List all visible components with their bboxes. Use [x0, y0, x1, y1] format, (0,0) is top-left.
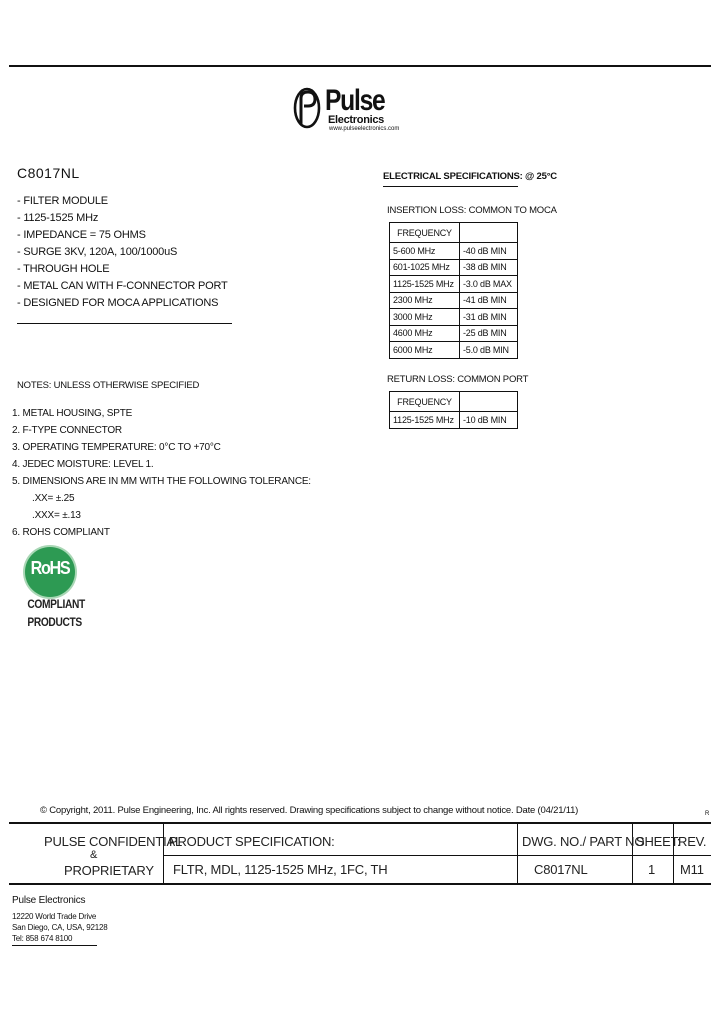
copyright-notice: © Copyright, 2011. Pulse Engineering, Inc. All rights reserved. Drawing specifications subject to change without notice. Date (04/21/11) [40, 805, 579, 816]
frequency-cell: 2300 MHz [390, 292, 460, 309]
title-block-bottom-rule [9, 883, 711, 885]
logo-wordmark: Pulse [325, 84, 385, 117]
feature-item: - THROUGH HOLE [17, 263, 110, 275]
table-row [390, 342, 518, 359]
table-row [390, 276, 518, 293]
note-item: 3. OPERATING TEMPERATURE: 0°C TO +70°C [12, 442, 221, 453]
table-row [390, 309, 518, 326]
product-spec-value: FLTR, MDL, 1125-1525 MHz, 1FC, TH [173, 862, 388, 877]
logo-url: www.pulseelectronics.com [329, 126, 400, 132]
return-loss-title: RETURN LOSS: COMMON PORT [387, 374, 529, 385]
frequency-cell: 5-600 MHz [390, 243, 460, 260]
title-block-divider [632, 822, 633, 884]
feature-item: - IMPEDANCE = 75 OHMS [17, 229, 146, 241]
company-address-line-1: 12220 World Trade Drive [12, 912, 97, 921]
electrical-spec-underline [383, 186, 518, 187]
title-block-divider [673, 822, 674, 884]
company-name: Pulse Electronics [12, 895, 86, 906]
rohs-badge [23, 545, 85, 633]
value-cell: -38 dB MIN [460, 259, 518, 276]
feature-item: - 1125-1525 MHz [17, 212, 99, 224]
title-block-mid-rule [163, 855, 711, 856]
insertion-loss-title: INSERTION LOSS: COMMON TO MOCA [387, 205, 557, 216]
logo-subtitle: Electronics [328, 114, 385, 126]
table-row [390, 292, 518, 309]
table-row [390, 325, 518, 342]
frequency-header: FREQUENCY [390, 392, 460, 412]
company-address-line-2: San Diego, CA, USA, 92128 [12, 923, 108, 932]
rohs-badge-text: RoHS [30, 558, 70, 578]
notes-title: NOTES: UNLESS OTHERWISE SPECIFIED [17, 380, 200, 391]
pulse-logo [292, 86, 412, 136]
note-item: 1. METAL HOUSING, SPTE [12, 408, 133, 419]
table-header-row [390, 392, 518, 412]
sheet-label: SHEET: [636, 834, 681, 849]
product-spec-label: PRODUCT SPECIFICATION: [169, 834, 335, 849]
table-row [390, 259, 518, 276]
rohs-line-products: PRODUCTS [27, 615, 82, 629]
value-header [460, 392, 518, 412]
note-item: 2. F-TYPE CONNECTOR [12, 425, 122, 436]
sheet-value: 1 [648, 862, 656, 877]
insertion-loss-table [389, 222, 518, 359]
feature-item: - DESIGNED FOR MOCA APPLICATIONS [17, 297, 219, 309]
company-phone: Tel: 858 674 8100 [12, 934, 73, 943]
feature-item: - METAL CAN WITH F-CONNECTOR PORT [17, 280, 228, 292]
note-item: 5. DIMENSIONS ARE IN MM WITH THE FOLLOWING TOLERANCE: [12, 476, 311, 487]
feature-divider [17, 323, 232, 324]
frequency-cell: 6000 MHz [390, 342, 460, 359]
revision-label: REV. [678, 834, 707, 849]
notes-list [12, 405, 311, 541]
value-header [460, 223, 518, 243]
value-cell: -10 dB MIN [460, 412, 518, 429]
value-cell: -25 dB MIN [460, 325, 518, 342]
value-cell: -5.0 dB MIN [460, 342, 518, 359]
value-cell: -40 dB MIN [460, 243, 518, 260]
value-cell: -31 dB MIN [460, 309, 518, 326]
table-row [390, 412, 518, 429]
return-loss-table [389, 391, 518, 429]
drawing-number-label: DWG. NO./ PART NO. [522, 834, 648, 849]
frequency-cell: 3000 MHz [390, 309, 460, 326]
feature-list [17, 193, 228, 312]
confidential-line-3: PROPRIETARY [64, 863, 154, 878]
feature-item: - FILTER MODULE [17, 195, 108, 207]
title-block-corner-mark: R [705, 811, 710, 817]
drawing-number-value: C8017NL [534, 862, 588, 877]
electrical-spec-title: ELECTRICAL SPECIFICATIONS: @ 25°C [383, 171, 557, 182]
feature-item: - SURGE 3KV, 120A, 100/1000uS [17, 246, 178, 258]
revision-value: M11 [680, 862, 704, 877]
note-tolerance: .XX= ±.25 [32, 493, 75, 504]
title-block-divider [517, 822, 518, 884]
table-row [390, 243, 518, 260]
table-header-row [390, 223, 518, 243]
frequency-cell: 1125-1525 MHz [390, 412, 460, 429]
address-underline [12, 945, 97, 946]
frequency-cell: 1125-1525 MHz [390, 276, 460, 293]
note-item: 6. ROHS COMPLIANT [12, 527, 110, 538]
value-cell: -41 dB MIN [460, 292, 518, 309]
frequency-header: FREQUENCY [390, 223, 460, 243]
note-item: 4. JEDEC MOISTURE: LEVEL 1. [12, 459, 154, 470]
part-number-title: C8017NL [17, 165, 80, 181]
confidential-line-1: PULSE CONFIDENTIAL [44, 834, 182, 849]
title-block-divider [163, 822, 164, 884]
rohs-line-compliant: COMPLIANT [27, 597, 85, 611]
confidential-line-2: & [90, 849, 98, 861]
note-tolerance: .XXX= ±.13 [32, 510, 81, 521]
pulse-logo-icon [292, 86, 326, 130]
title-block-top-rule [9, 822, 711, 824]
value-cell: -3.0 dB MAX [460, 276, 518, 293]
frequency-cell: 4600 MHz [390, 325, 460, 342]
top-rule [9, 65, 711, 67]
frequency-cell: 601-1025 MHz [390, 259, 460, 276]
